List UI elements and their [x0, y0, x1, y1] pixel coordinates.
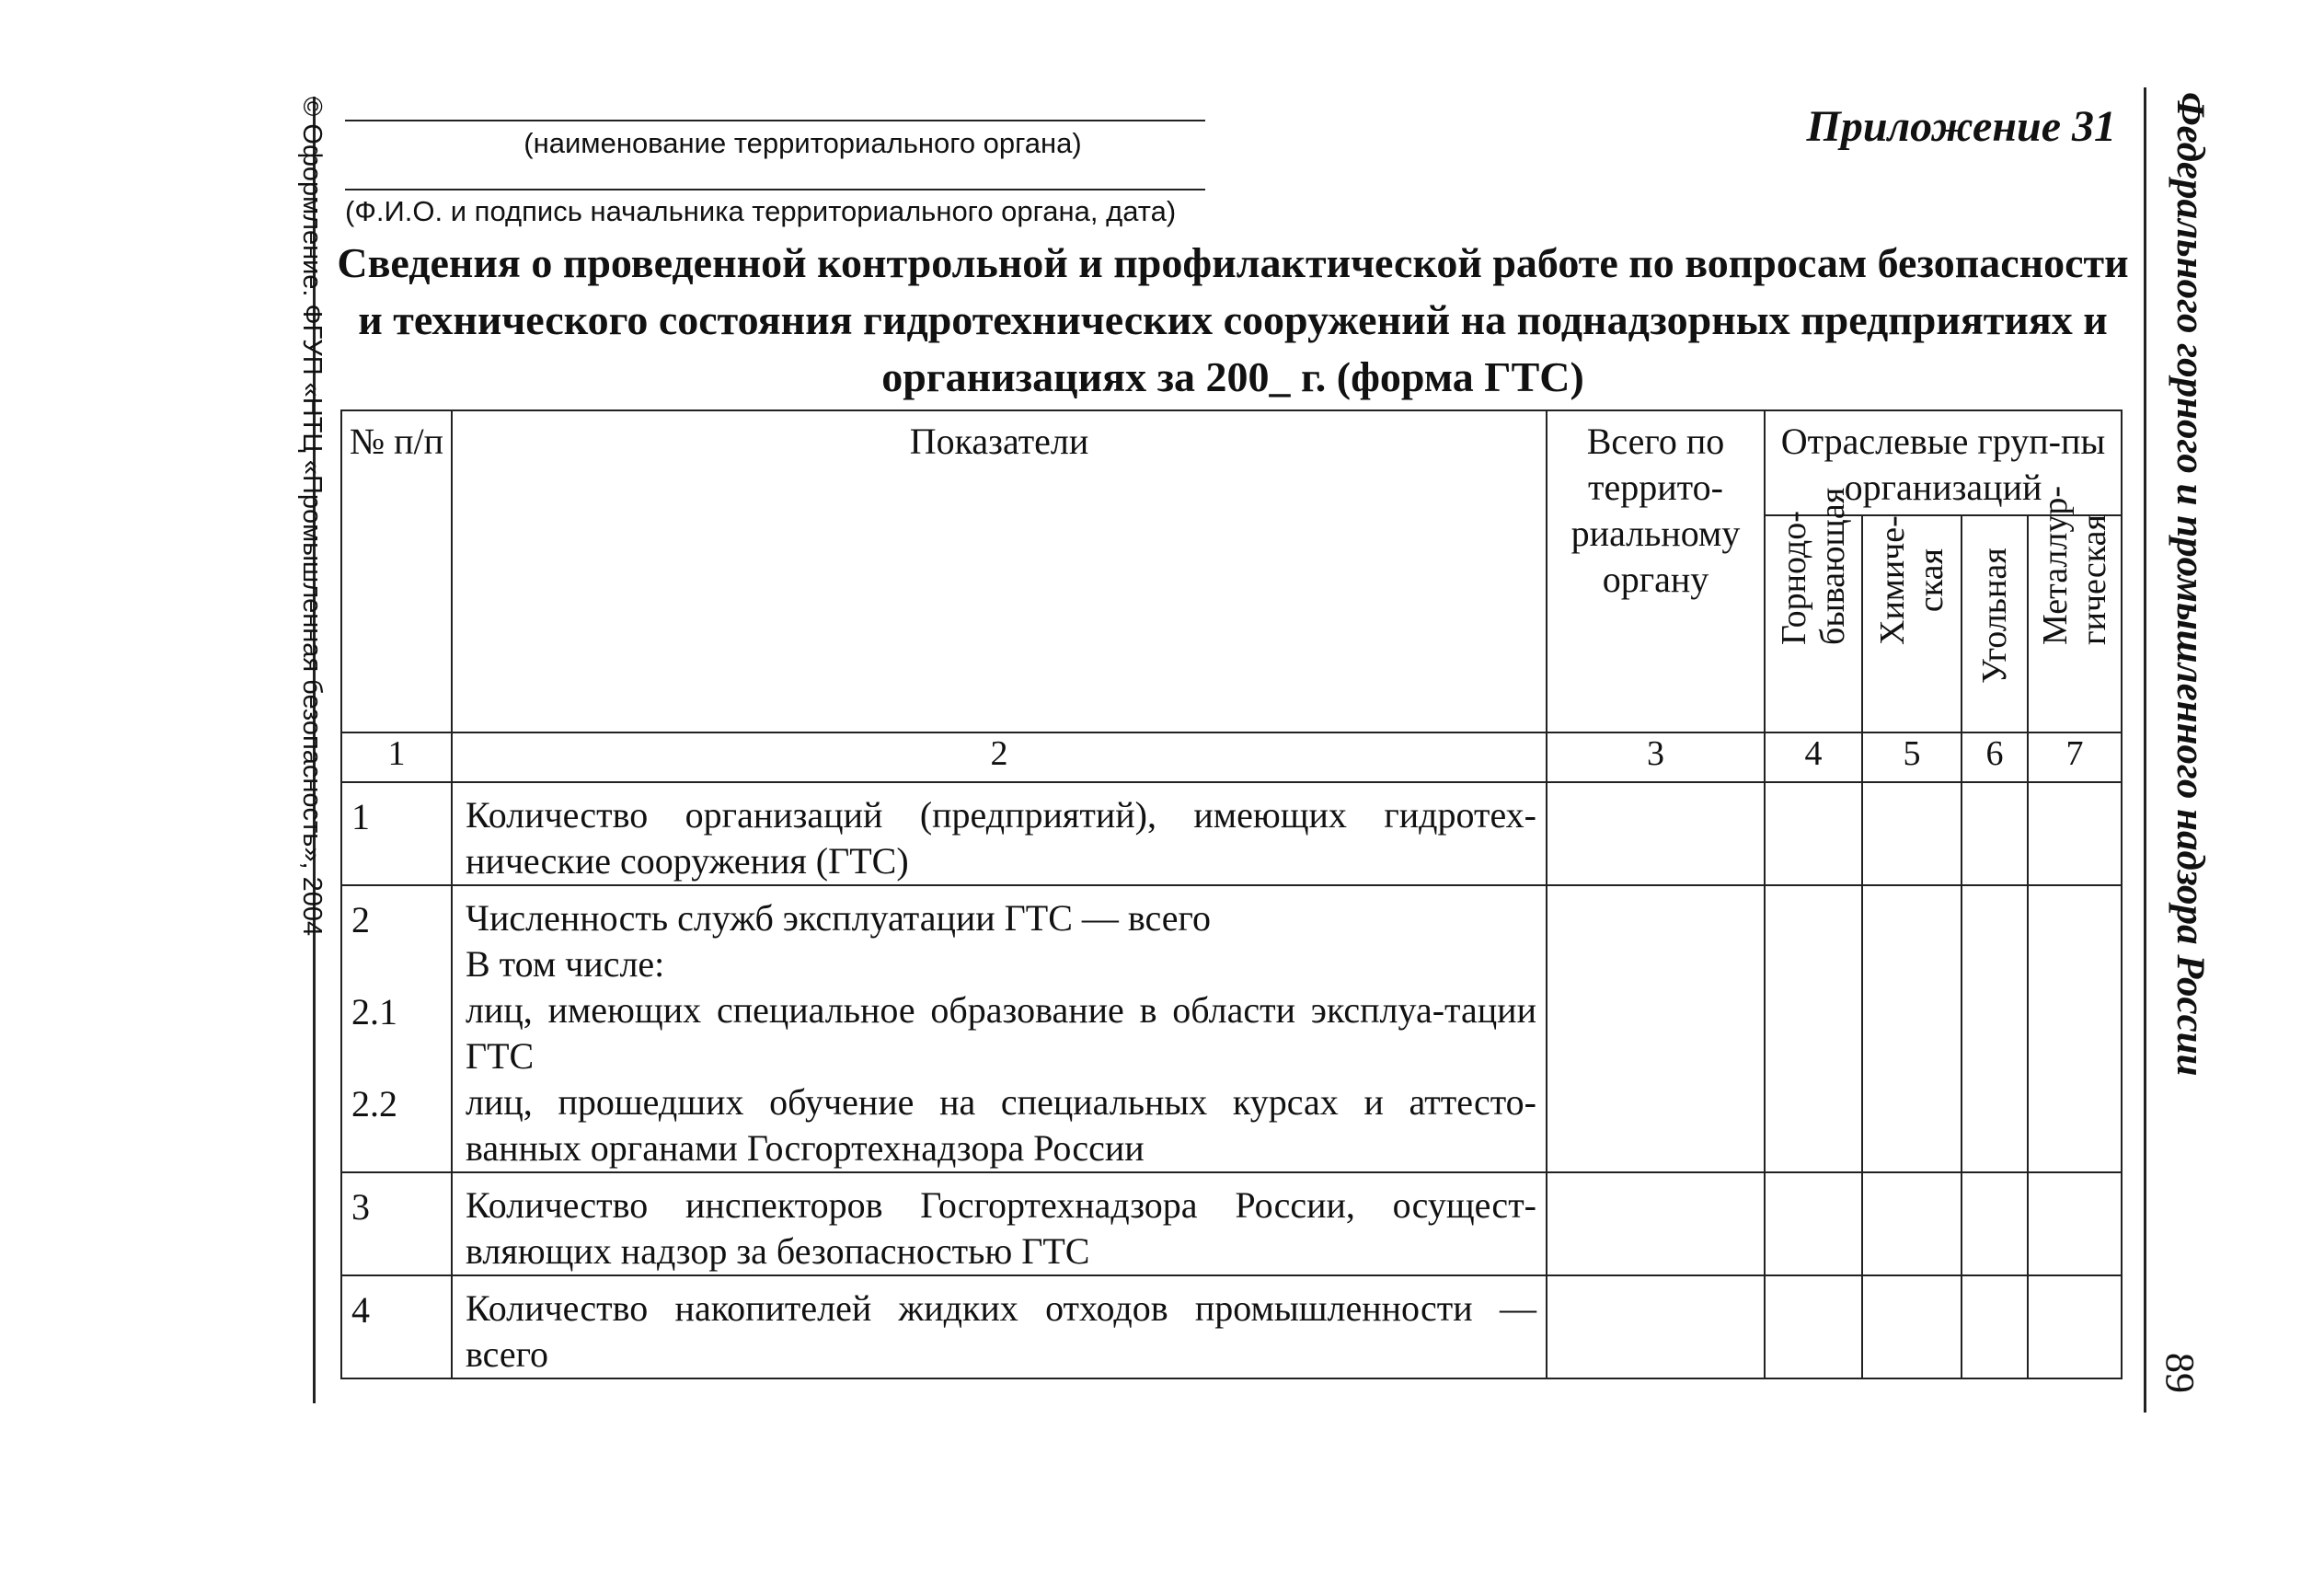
- cell-group-4[interactable]: [2028, 1275, 2122, 1378]
- header-group-metallurgical: [2028, 485, 2122, 732]
- cell-group-1[interactable]: [1765, 782, 1862, 885]
- signature-caption-1: (наименование территориального органа): [523, 127, 1082, 159]
- cell-total[interactable]: [1547, 782, 1765, 885]
- row-text-2-1: лиц, имеющих специальное образование в области эксплуа-тации ГТС: [466, 989, 1536, 1077]
- row-text: Количество инспекторов Госгортехнадзора России, осущест-вляющих надзор за безопасностью ГТС: [452, 1172, 1547, 1275]
- cell-group-1[interactable]: [1765, 1172, 1862, 1275]
- title-line-1: Сведения о проведенной контрольной и профилактической работе по вопросам безопасности: [337, 239, 2129, 286]
- cell-group-2[interactable]: [1862, 1275, 1962, 1378]
- right-margin-rule: [2144, 87, 2146, 1413]
- row-text: [452, 885, 1547, 1172]
- row-text-2-sub: В том числе:: [466, 943, 665, 985]
- signature-line-2: [345, 189, 1205, 190]
- header-group-coal: [1962, 515, 2028, 732]
- cell-group-4[interactable]: [2028, 782, 2122, 885]
- colnum-2: 2: [452, 732, 1547, 782]
- appendix-label: Приложение 31: [1806, 102, 2116, 151]
- colnum-3: 3: [1547, 732, 1765, 782]
- group-chemical-b: ская: [1912, 548, 1950, 613]
- cell-group-3[interactable]: [1962, 1172, 2028, 1275]
- row-num-2-1: 2.1: [351, 991, 397, 1032]
- cell-group-3[interactable]: [1962, 782, 2028, 885]
- header-total-text: Всего по террито-риальному органу: [1570, 421, 1741, 600]
- document-title: [336, 235, 2130, 406]
- cell-group-2[interactable]: [1862, 885, 1962, 1172]
- header-num-text: № п/п: [349, 421, 444, 462]
- row-num: 1: [341, 782, 452, 885]
- colnum-5: 5: [1862, 732, 1962, 782]
- row-text: Количество накопителей жидких отходов промышленности — всего: [452, 1275, 1547, 1378]
- table-row: [341, 885, 2122, 1172]
- cell-group-3[interactable]: [1962, 885, 2028, 1172]
- header-indicators-text: Показатели: [909, 421, 1089, 462]
- table-row: [341, 1275, 2122, 1378]
- group-coal: Угольная: [1975, 548, 2014, 684]
- row-num-2-2: 2.2: [351, 1083, 397, 1124]
- cell-group-1[interactable]: [1765, 1275, 1862, 1378]
- cell-group-4[interactable]: [2028, 1172, 2122, 1275]
- colnum-6: 6: [1962, 732, 2028, 782]
- title-line-2: и технического состояния гидротехнических сооружений на поднадзорных предприятиях и: [358, 296, 2108, 343]
- table-row: [341, 782, 2122, 885]
- row-text: Количество организаций (предприятий), имеющих гидротех-нические сооружения (ГТС): [452, 782, 1547, 885]
- header-group-chemical: [1862, 515, 1962, 732]
- cell-group-3[interactable]: [1962, 1275, 2028, 1378]
- group-chemical-a: Химиче-: [1873, 515, 1912, 645]
- group-mining-b: бывающая: [1813, 487, 1852, 645]
- header-indicators: [452, 410, 1547, 732]
- row-text-2-2: лиц, прошедших обучение на специальных курсах и аттесто-ванных органами Госгортехнадзора России: [466, 1081, 1536, 1169]
- cell-group-2[interactable]: [1862, 1172, 1962, 1275]
- row-num-2: 2: [351, 899, 370, 940]
- table-row: [341, 1172, 2122, 1275]
- running-header: Федерального горного и промышленного надзора России: [2169, 92, 2212, 1077]
- header-groups-text: Отраслевые груп-пы организаций: [1780, 421, 2106, 508]
- header-total: [1547, 410, 1765, 732]
- row-num: 4: [341, 1275, 452, 1378]
- colnum-1: 1: [341, 732, 452, 782]
- header-group-mining: [1765, 487, 1862, 732]
- cell-group-4[interactable]: [2028, 885, 2122, 1172]
- cell-total[interactable]: [1547, 885, 1765, 1172]
- row-num: [341, 885, 452, 1172]
- column-number-row: [341, 732, 2122, 782]
- colnum-7: 7: [2028, 732, 2122, 782]
- header-num: [341, 410, 452, 732]
- signature-line-1: [345, 120, 1205, 121]
- copyright-note: © Оформление. ФГУП «НТЦ «Промышленная безопасность», 2004: [297, 97, 327, 937]
- cell-group-1[interactable]: [1765, 885, 1862, 1172]
- row-num: 3: [341, 1172, 452, 1275]
- page-number: 89: [2157, 1353, 2203, 1393]
- colnum-4: 4: [1765, 732, 1862, 782]
- cell-total[interactable]: [1547, 1172, 1765, 1275]
- cell-total[interactable]: [1547, 1275, 1765, 1378]
- title-line-3: организациях за 200_ г. (форма ГТС): [881, 353, 1584, 400]
- report-table: [340, 409, 2123, 1379]
- row-text-2: Численность служб эксплуатации ГТС — всего: [466, 897, 1211, 939]
- group-mining-a: Горнодо-: [1775, 511, 1813, 645]
- group-metal-b: гическая: [2075, 514, 2114, 645]
- cell-group-2[interactable]: [1862, 782, 1962, 885]
- signature-caption-2: (Ф.И.О. и подпись начальника территориального органа, дата): [345, 195, 1177, 227]
- group-metal-a: Металлур-: [2036, 485, 2076, 645]
